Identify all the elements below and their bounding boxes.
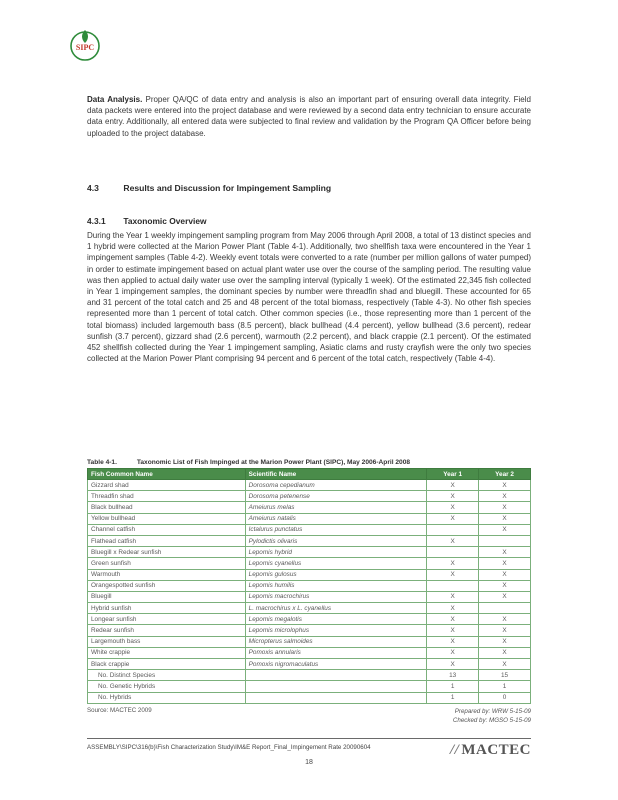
summary-year-1: 1 <box>427 681 479 692</box>
cell-year-1: X <box>427 591 479 602</box>
cell-year-1 <box>427 547 479 558</box>
section-number: 4.3 <box>87 183 99 193</box>
cell-scientific-name: Lepomis cyanellus <box>245 558 427 569</box>
cell-common-name: Warmouth <box>88 569 246 580</box>
cell-year-1: X <box>427 659 479 670</box>
summary-year-2: 0 <box>479 692 531 703</box>
table-row <box>88 603 531 614</box>
table-row <box>88 535 531 546</box>
table-row <box>88 659 531 670</box>
footer-file-path: ASSEMBLY\SIPC\316(b)\Fish Characterization Study\IM&E Report_Final_Impingement Rate 20090604 <box>87 744 371 751</box>
table-row <box>88 491 531 502</box>
cell-year-2: X <box>479 647 531 658</box>
cell-year-1: X <box>427 603 479 614</box>
summary-label: No. Hybrids <box>88 692 246 703</box>
cell-common-name: Flathead catfish <box>88 535 246 546</box>
svg-text:SIPC: SIPC <box>75 43 95 52</box>
cell-scientific-name: Pomoxis annularis <box>245 647 427 658</box>
cell-common-name: Green sunfish <box>88 558 246 569</box>
subsection-heading <box>87 216 207 226</box>
table-caption <box>87 459 531 466</box>
cell-year-2: X <box>479 614 531 625</box>
cell-year-2 <box>479 535 531 546</box>
cell-year-2: X <box>479 591 531 602</box>
page-number: 18 <box>305 759 313 766</box>
cell-scientific-name: Micropterus salmoides <box>245 636 427 647</box>
cell-scientific-name: Lepomis hybrid <box>245 547 427 558</box>
cell-common-name: Bluegill <box>88 591 246 602</box>
cell-common-name: Orangespotted sunfish <box>88 580 246 591</box>
data-analysis-text: Proper QA/QC of data entry and analysis is also an important part of ensuring overall data integrity. Field data packets were entered into the project database and were reviewed by a second data entry technician to ensure accurate data entry. Additionally, all entered data were subjected to final review and validation by the Program QA Officer before being uploaded to the project database. <box>87 95 531 138</box>
cell-year-1: X <box>427 502 479 513</box>
cell-common-name: Channel catfish <box>88 524 246 535</box>
cell-year-1: X <box>427 480 479 491</box>
cell-common-name: Largemouth bass <box>88 636 246 647</box>
table-row <box>88 547 531 558</box>
summary-blank <box>245 681 427 692</box>
cell-year-2: X <box>479 636 531 647</box>
prepared-block <box>453 707 531 725</box>
cell-year-2: X <box>479 502 531 513</box>
cell-year-2: X <box>479 625 531 636</box>
cell-scientific-name: Pomoxis nigromaculatus <box>245 659 427 670</box>
table-row <box>88 614 531 625</box>
table-row <box>88 513 531 524</box>
cell-year-2: X <box>479 524 531 535</box>
summary-year-1: 13 <box>427 670 479 681</box>
footer-divider <box>87 738 531 739</box>
summary-label: No. Distinct Species <box>88 670 246 681</box>
table-row <box>88 480 531 491</box>
cell-scientific-name: Ameiurus melas <box>245 502 427 513</box>
summary-blank <box>245 670 427 681</box>
cell-year-2: X <box>479 547 531 558</box>
table-caption-text: Taxonomic List of Fish Impinged at the Marion Power Plant (SIPC), May 2006-April 2008 <box>136 459 411 466</box>
table-summary-row <box>88 681 531 692</box>
cell-scientific-name: Dorosoma cepedianum <box>245 480 427 491</box>
cell-year-2: X <box>479 513 531 524</box>
cell-year-2: X <box>479 569 531 580</box>
cell-common-name: Redear sunfish <box>88 625 246 636</box>
cell-scientific-name: Lepomis megalotis <box>245 614 427 625</box>
cell-common-name: Black crappie <box>88 659 246 670</box>
header-common-name: Fish Common Name <box>88 469 246 480</box>
cell-year-2 <box>479 603 531 614</box>
cell-year-2: X <box>479 659 531 670</box>
table-source: Source: MACTEC 2009 <box>87 707 152 714</box>
table-row <box>88 569 531 580</box>
table-row <box>88 647 531 658</box>
cell-year-1: X <box>427 625 479 636</box>
cell-common-name: Yellow bullhead <box>88 513 246 524</box>
table-row <box>88 591 531 602</box>
header-year-1: Year 1 <box>427 469 479 480</box>
cell-year-1: X <box>427 513 479 524</box>
cell-year-1 <box>427 524 479 535</box>
summary-year-2: 15 <box>479 670 531 681</box>
table-row <box>88 524 531 535</box>
cell-year-2: X <box>479 480 531 491</box>
cell-scientific-name: Ictalurus punctatus <box>245 524 427 535</box>
table-caption-number: Table 4-1. <box>87 459 117 466</box>
section-title: Results and Discussion for Impingement Sampling <box>123 183 332 193</box>
cell-common-name: Threadfin shad <box>88 491 246 502</box>
cell-year-2: X <box>479 558 531 569</box>
mactec-logo-text: MACTEC <box>461 742 531 758</box>
cell-scientific-name: Lepomis microlophus <box>245 625 427 636</box>
cell-common-name: Longear sunfish <box>88 614 246 625</box>
table-row <box>88 580 531 591</box>
sipc-logo <box>67 27 103 63</box>
prepared-by: Prepared by: WRW 5-15-09 <box>454 708 531 715</box>
subsection-title: Taxonomic Overview <box>123 216 207 226</box>
cell-year-2: X <box>479 580 531 591</box>
cell-year-1: X <box>427 569 479 580</box>
cell-scientific-name: Dorosoma petenense <box>245 491 427 502</box>
cell-scientific-name: Pylodictis olivaris <box>245 535 427 546</box>
cell-scientific-name: Lepomis humilis <box>245 580 427 591</box>
cell-common-name: Hybrid sunfish <box>88 603 246 614</box>
taxonomic-overview-paragraph: During the Year 1 weekly impingement sampling program from May 2006 through April 2008, a total of 13 distinct species and 1 hybrid were collected at the Marion Power Plant (Table 4-1). Additionally, two shellfish taxa were encountered in the Year 1 impingement samples (Table 4-2). Weekly event totals were converted to a rate (number per million gallons of water pumped) in order to estimate impingement based on actual plant water use over the course of the sampling period. The resulting value was then applied to actual daily water use over the sampling interval (typically 1 week). Of the estimated 22,345 fish collected in Year 1 impingement samples, the dominant species by number were threadfin shad and bluegill. These accounted for 65 and 31 percent of the total catch and 25 and 48 percent of the total biomass, respectively (Table 4-3). No other fish species represented more than 1 percent of total catch. Other common species (i.e., those representing more than 1 percent of the total biomass) included largemouth bass (8.5 percent), black bullhead (4.4 percent), yellow bullhead (3.6 percent), redear sunfish (3.7 percent), gizzard shad (2.6 percent), warmouth (2.2 percent), and black crappie (2.1 percent). Of the estimated 452 shellfish collected during the Year 1 impingement sampling, Asiatic clams and rusty crayfish were the only two species collected at the Marion Power Plant comprising 94 percent and 6 percent of the total catch, respectively (Table 4-4). <box>87 231 531 364</box>
cell-common-name: Bluegill x Redear sunfish <box>88 547 246 558</box>
cell-scientific-name: L. macrochirus x L. cyanellus <box>245 603 427 614</box>
cell-year-1: X <box>427 535 479 546</box>
mactec-logo: // MACTEC <box>449 742 531 758</box>
summary-label: No. Genetic Hybrids <box>88 681 246 692</box>
checked-by: Checked by: MGSO 5-15-09 <box>452 717 531 724</box>
table-summary-row <box>88 670 531 681</box>
summary-year-1: 1 <box>427 692 479 703</box>
table-row <box>88 558 531 569</box>
summary-blank <box>245 692 427 703</box>
table-row <box>88 502 531 513</box>
header-year-2: Year 2 <box>479 469 531 480</box>
cell-common-name: Black bullhead <box>88 502 246 513</box>
data-analysis-lead: Data Analysis. <box>87 95 143 104</box>
table-body <box>88 480 531 704</box>
table-header-row <box>88 469 531 480</box>
section-heading <box>87 183 331 193</box>
cell-common-name: White crappie <box>88 647 246 658</box>
cell-year-1 <box>427 580 479 591</box>
table-row <box>88 625 531 636</box>
cell-year-1: X <box>427 647 479 658</box>
header-scientific-name: Scientific Name <box>245 469 427 480</box>
fish-species-table <box>87 468 531 704</box>
cell-year-1: X <box>427 491 479 502</box>
cell-year-1: X <box>427 614 479 625</box>
cell-scientific-name: Lepomis macrochirus <box>245 591 427 602</box>
summary-year-2: 1 <box>479 681 531 692</box>
cell-year-1: X <box>427 558 479 569</box>
cell-year-2: X <box>479 491 531 502</box>
cell-scientific-name: Lepomis gulosus <box>245 569 427 580</box>
table-summary-row <box>88 692 531 703</box>
table-row <box>88 636 531 647</box>
cell-common-name: Gizzard shad <box>88 480 246 491</box>
data-analysis-paragraph <box>87 94 531 139</box>
cell-scientific-name: Ameiurus natalis <box>245 513 427 524</box>
subsection-number: 4.3.1 <box>87 216 106 226</box>
cell-year-1: X <box>427 636 479 647</box>
